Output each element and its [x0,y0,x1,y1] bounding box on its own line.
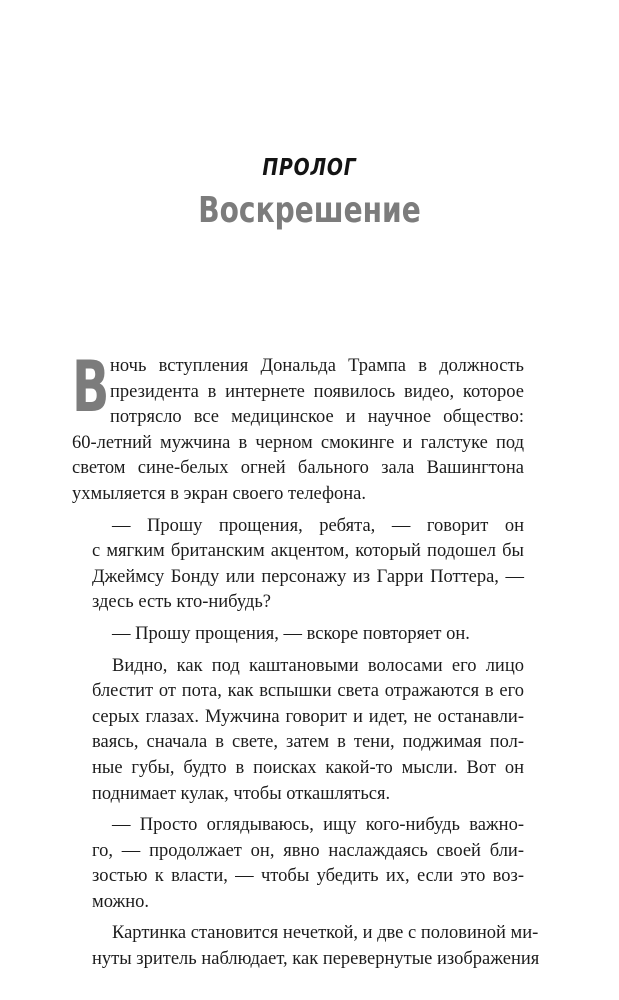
text-line: блестит от пота, как вспышки света отражаются в его [92,681,524,702]
text-line: ные губы, будто в поисках какой-то мысли. Вот он [92,757,524,778]
text-line: го, — продолжает он, явно наслаждаясь своей бли- [92,840,524,861]
paragraph-5 [72,813,524,915]
text-line: поднимает кулак, чтобы откашляться. [92,783,391,804]
text-line: — Просто оглядываюсь, ищу кого-нибудь важно- [112,815,524,836]
prologue-label: ПРОЛОГ [262,155,357,181]
chapter-title: Воскрешение [198,190,421,231]
text-line: потрясло все медицинское и научное общество: [110,407,524,428]
drop-cap: В [72,346,110,428]
text-line: ваясь, сначала в свете, затем в тени, поджимая пол- [92,732,524,753]
paragraph-2 [72,514,524,616]
text-line: здесь есть кто-нибудь? [92,592,272,613]
text-line: с мягким британским акцентом, который подошел бы [92,541,524,562]
text-line: нуты зритель наблюдает, как перевернутые изображения [92,949,540,970]
text-line: можно. [92,891,150,912]
text-line: президента в интернете появилось видео, которое [110,381,524,402]
text-line: Джеймсу Бонду или персонажу из Гарри Поттера, — [92,566,524,587]
text-line: — Прошу прощения, — вскоре повторяет он. [112,623,470,644]
chapter-heading [0,150,619,236]
text-line: зостью к власти, — чтобы убедить их, если это воз- [92,866,524,887]
text-line: светом сине-белых огней бального зала Вашингтона [72,458,524,479]
text-line: — Прошу прощения, ребята, — говорит он [112,515,524,536]
text-line: ночь вступления Дональда Трампа в должность [110,356,524,376]
text-line: Картинка становится нечеткой, и две с половиной ми- [112,923,539,944]
text-line: серых глазах. Мужчина говорит и идет, не останавли- [92,706,524,727]
text-line: ухмыляется в экран своего телефона. [72,483,366,504]
paragraph-4 [72,654,524,808]
body-text [72,346,540,973]
text-line: Видно, как под каштановыми волосами его лицо [112,655,524,676]
paragraph-6 [72,921,540,972]
text-line: 60-летний мужчина в черном смокинге и галстуке под [72,432,524,453]
paragraph-1 [72,346,524,508]
paragraph-3 [72,622,524,648]
